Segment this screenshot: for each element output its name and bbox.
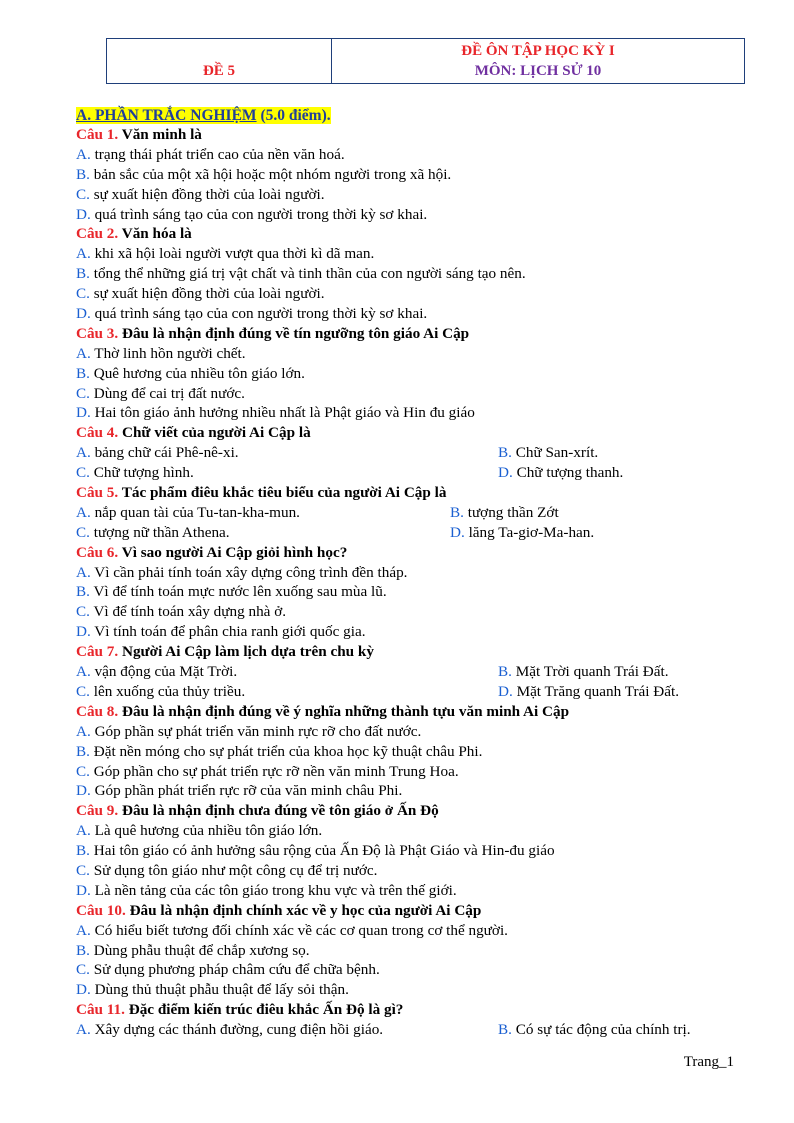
question-text: Đâu là nhận định chính xác về y học của người Ai Cập <box>125 901 482 919</box>
option-letter: B. <box>498 663 512 681</box>
option-text: Sử dụng phương pháp châm cứu để chữa bệnh. <box>89 961 380 979</box>
question <box>76 324 746 344</box>
option-letter: A. <box>76 444 91 462</box>
option-letter: C. <box>76 682 90 700</box>
option-letter: D. <box>76 305 91 323</box>
option-letter: B. <box>76 265 90 283</box>
question-text: Đâu là nhận định đúng về tín ngưỡng tôn giáo Ai Cập <box>118 324 470 342</box>
option-text: Đặt nền móng cho sự phát triển của khoa học kỹ thuật châu Phi. <box>89 742 483 760</box>
answer-option <box>76 881 746 901</box>
question-text: Chữ viết của người Ai Cập là <box>118 424 311 442</box>
option-letter: B. <box>76 941 90 959</box>
answer-row <box>76 443 746 463</box>
option-text: tượng thần Zớt <box>463 503 559 521</box>
answer-option <box>76 344 746 364</box>
option-letter: A. <box>76 722 91 740</box>
option-text: lên xuống của thủy triều. <box>89 682 246 700</box>
question-text: Tác phẩm điêu khắc tiêu biểu của người Ai Cập là <box>118 484 447 502</box>
section-points: (5.0 điểm). <box>256 107 331 124</box>
answer-option <box>498 1020 691 1040</box>
option-text: Có sự tác động của chính trị. <box>511 1021 691 1039</box>
answer-option <box>76 443 498 463</box>
question <box>76 125 746 145</box>
option-text: Vì để tính toán mực nước lên xuống sau mùa lũ. <box>89 583 387 601</box>
option-letter: C. <box>76 285 90 303</box>
option-text: Là quê hương của nhiều tôn giáo lớn. <box>90 822 323 840</box>
option-letter: D. <box>498 464 513 482</box>
option-text: lăng Ta-giơ-Ma-han. <box>464 523 595 541</box>
option-text: trạng thái phát triển cao của nền văn hoá. <box>90 145 345 163</box>
answer-option <box>76 304 746 324</box>
answer-option <box>76 841 746 861</box>
option-letter: D. <box>76 981 91 999</box>
option-letter: A. <box>76 663 91 681</box>
answer-option <box>76 622 746 642</box>
option-text: bản sắc của một xã hội hoặc một nhóm người trong xã hội. <box>89 165 452 183</box>
question-number: Câu 5. <box>76 484 119 502</box>
option-letter: D. <box>450 523 465 541</box>
option-letter: A. <box>76 563 91 581</box>
answer-row <box>76 503 746 523</box>
answer-option <box>76 165 746 185</box>
answer-option <box>76 244 746 264</box>
option-text: khi xã hội loài người vượt qua thời kì dã man. <box>90 245 375 263</box>
option-text: Xây dựng các thánh đường, cung điện hồi giáo. <box>90 1021 384 1039</box>
question-text: Văn minh là <box>118 126 202 143</box>
option-letter: A. <box>76 145 91 163</box>
option-text: Góp phần sự phát triển văn minh rực rỡ cho đất nước. <box>90 722 422 740</box>
option-letter: B. <box>450 503 464 521</box>
section-heading <box>76 106 746 125</box>
option-letter: B. <box>76 364 90 382</box>
answer-option <box>76 463 498 483</box>
option-text: Dùng phẫu thuật để chắp xương sọ. <box>89 941 310 959</box>
option-letter: D. <box>76 881 91 899</box>
answer-option <box>76 523 450 543</box>
answer-option <box>76 384 746 404</box>
question-text: Người Ai Cập làm lịch dựa trên chu kỳ <box>118 643 374 661</box>
option-letter: C. <box>76 762 90 780</box>
option-letter: C. <box>76 185 90 203</box>
option-letter: A. <box>76 503 91 521</box>
exam-header <box>106 38 745 84</box>
answer-option <box>76 960 746 980</box>
answer-option <box>76 403 746 423</box>
answer-option <box>76 205 746 225</box>
page-number: Trang_1 <box>683 1054 734 1070</box>
option-text: Chữ tượng thanh. <box>512 464 624 482</box>
option-text: quá trình sáng tạo của con người trong thời kỳ sơ khai. <box>90 305 428 323</box>
question-text: Vì sao người Ai Cập giỏi hình học? <box>118 543 348 561</box>
question-text: Đâu là nhận định chưa đúng về tôn giáo ở Ấn Độ <box>118 802 439 820</box>
option-text: bảng chữ cái Phê-nê-xi. <box>90 444 239 462</box>
exam-subject: MÔN: LỊCH SỬ 10 <box>474 63 602 79</box>
option-letter: D. <box>498 682 513 700</box>
answer-option <box>76 284 746 304</box>
section-label: A. PHẦN TRẮC NGHIỆM <box>76 107 257 124</box>
answer-option <box>498 463 623 483</box>
question <box>76 801 746 821</box>
option-letter: B. <box>76 583 90 601</box>
option-text: vận động của Mặt Trời. <box>90 663 238 681</box>
option-text: Góp phần cho sự phát triển rực rỡ nền văn minh Trung Hoa. <box>89 762 459 780</box>
answer-option <box>76 364 746 384</box>
answer-option <box>76 980 746 1000</box>
answer-option <box>76 145 746 165</box>
answer-option <box>76 503 450 523</box>
option-text: quá trình sáng tạo của con người trong thời kỳ sơ khai. <box>90 205 428 223</box>
option-text: Quê hương của nhiều tôn giáo lớn. <box>89 364 305 382</box>
answer-option <box>76 821 746 841</box>
answer-option <box>498 682 679 702</box>
answer-option <box>76 781 746 801</box>
option-letter: B. <box>498 1021 512 1039</box>
question-number: Câu 2. <box>76 225 119 243</box>
answer-option <box>76 722 746 742</box>
option-text: Dùng để cai trị đất nước. <box>89 384 245 402</box>
answer-option <box>76 662 498 682</box>
question <box>76 1000 746 1020</box>
exam-title: ĐỀ ÔN TẬP HỌC KỲ I <box>461 43 615 59</box>
option-letter: C. <box>76 961 90 979</box>
answer-option <box>76 1020 498 1040</box>
option-letter: C. <box>76 603 90 621</box>
option-letter: A. <box>76 1021 91 1039</box>
option-letter: C. <box>76 384 90 402</box>
answer-option <box>76 861 746 881</box>
answer-option <box>76 264 746 284</box>
exam-title-cell <box>332 39 744 83</box>
question <box>76 224 746 244</box>
answer-row <box>76 662 746 682</box>
answer-row <box>76 523 746 543</box>
answer-option <box>76 762 746 782</box>
question-number: Câu 4. <box>76 424 119 442</box>
option-text: Hai tôn giáo ảnh hưởng nhiều nhất là Phật giáo và Hin đu giáo <box>90 404 475 422</box>
option-text: Góp phần phát triển rực rỡ của văn minh châu Phi. <box>90 782 403 800</box>
answer-option <box>76 582 746 602</box>
option-text: sự xuất hiện đồng thời của loài người. <box>89 185 325 203</box>
answer-option <box>76 185 746 205</box>
question-number: Câu 11. <box>76 1001 125 1019</box>
option-text: tượng nữ thần Athena. <box>89 523 230 541</box>
option-letter: C. <box>76 464 90 482</box>
exam-label-cell <box>107 39 332 83</box>
question-number: Câu 6. <box>76 543 119 561</box>
option-text: Vì tính toán để phân chia ranh giới quốc gia. <box>90 623 366 641</box>
option-text: Mặt Trời quanh Trái Đất. <box>511 663 669 681</box>
option-letter: D. <box>76 205 91 223</box>
option-letter: B. <box>498 444 512 462</box>
answer-option <box>450 503 559 523</box>
option-letter: A. <box>76 344 91 362</box>
option-letter: D. <box>76 404 91 422</box>
option-text: Chữ tượng hình. <box>89 464 194 482</box>
option-letter: C. <box>76 861 90 879</box>
option-text: Sử dụng tôn giáo như một công cụ để trị nước. <box>89 861 378 879</box>
question-text: Đặc điểm kiến trúc điêu khắc Ấn Độ là gì? <box>124 1001 404 1019</box>
question <box>76 642 746 662</box>
option-letter: D. <box>76 782 91 800</box>
question <box>76 543 746 563</box>
option-text: Vì cần phải tính toán xây dựng công trình đền tháp. <box>90 563 408 581</box>
option-text: Dùng thủ thuật phẫu thuật để lấy sỏi thận. <box>90 981 349 999</box>
answer-row <box>76 682 746 702</box>
option-text: Mặt Trăng quanh Trái Đất. <box>512 682 679 700</box>
question-number: Câu 10. <box>76 901 126 919</box>
question-number: Câu 8. <box>76 702 119 720</box>
option-text: Chữ San-xrít. <box>511 444 599 462</box>
option-letter: C. <box>76 523 90 541</box>
option-text: Vì để tính toán xây dựng nhà ở. <box>89 603 287 621</box>
option-letter: A. <box>76 921 91 939</box>
option-text: Hai tôn giáo có ảnh hưởng sâu rộng của Ấn Độ là Phật Giáo và Hin-đu giáo <box>89 842 555 860</box>
option-text: Là nền tảng của các tôn giáo trong khu vực và trên thế giới. <box>90 881 457 899</box>
question-number: Câu 7. <box>76 643 119 661</box>
answer-option <box>498 662 669 682</box>
question <box>76 702 746 722</box>
answer-option <box>76 742 746 762</box>
question-number: Câu 1. <box>76 126 119 143</box>
question-text: Đâu là nhận định đúng về ý nghĩa những thành tựu văn minh Ai Cập <box>118 702 570 720</box>
option-letter: B. <box>76 742 90 760</box>
exam-label: ĐỀ 5 <box>202 63 236 79</box>
question <box>76 423 746 443</box>
option-letter: B. <box>76 842 90 860</box>
question <box>76 901 746 921</box>
option-text: Thờ linh hồn người chết. <box>90 344 246 362</box>
option-letter: B. <box>76 165 90 183</box>
answer-option <box>498 443 598 463</box>
answer-option <box>450 523 594 543</box>
answer-option <box>76 941 746 961</box>
answer-option <box>76 602 746 622</box>
answer-row <box>76 463 746 483</box>
answer-row <box>76 1020 746 1040</box>
option-text: Có hiểu biết tương đối chính xác về các cơ quan trong cơ thể người. <box>90 921 508 939</box>
option-text: tổng thể những giá trị vật chất và tinh thần của con người sáng tạo nên. <box>89 265 526 283</box>
answer-option <box>76 921 746 941</box>
option-letter: A. <box>76 822 91 840</box>
option-text: nắp quan tài của Tu-tan-kha-mun. <box>90 503 300 521</box>
question-number: Câu 3. <box>76 324 119 342</box>
question-number: Câu 9. <box>76 802 119 820</box>
question-text: Văn hóa là <box>118 225 192 243</box>
answer-option <box>76 563 746 583</box>
option-text: sự xuất hiện đồng thời của loài người. <box>89 285 325 303</box>
question <box>76 483 746 503</box>
exam-content <box>76 106 746 1040</box>
option-letter: A. <box>76 245 91 263</box>
option-letter: D. <box>76 623 91 641</box>
answer-option <box>76 682 498 702</box>
